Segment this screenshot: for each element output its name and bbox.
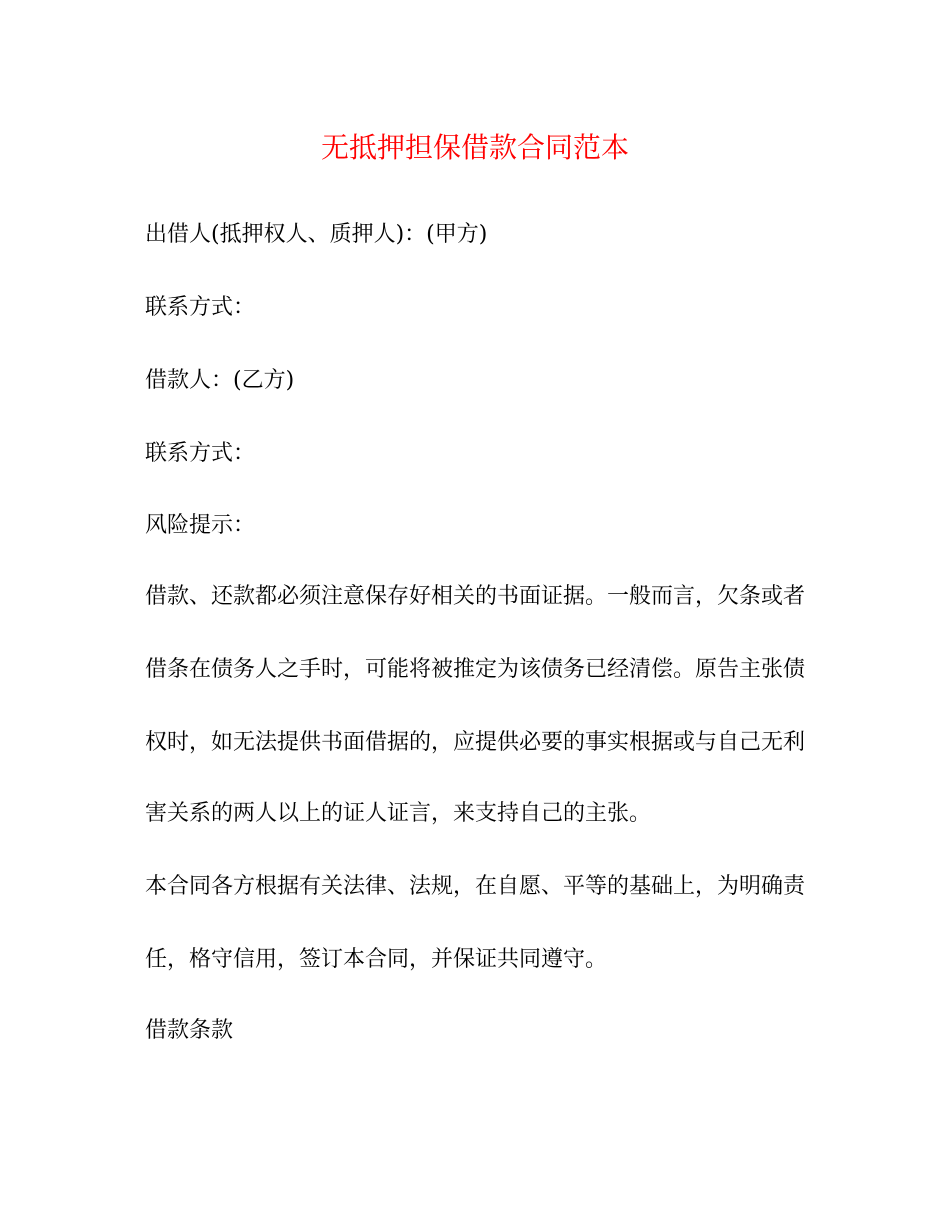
risk-notice-text-line: 害关系的两人以上的证人证言，来支持自己的主张。	[145, 801, 652, 826]
document-title: 无抵押担保借款合同范本	[320, 131, 629, 164]
preamble-text-line: 本合同各方根据有关法律、法规，在自愿、平等的基础上，为明确责	[145, 874, 806, 899]
borrower-contact-line: 联系方式：	[145, 441, 256, 466]
lender-line: 出借人(抵押权人、质押人)：(甲方)	[145, 222, 488, 247]
lender-contact-line: 联系方式：	[145, 295, 256, 320]
risk-notice-text-line: 借条在债务人之手时，可能将被推定为该债务已经清偿。原告主张债	[145, 657, 806, 682]
risk-notice-heading: 风险提示：	[145, 513, 256, 538]
risk-notice-text-line: 借款、还款都必须注意保存好相关的书面证据。一般而言，欠条或者	[145, 584, 806, 609]
risk-notice-text-line: 权时，如无法提供书面借据的，应提供必要的事实根据或与自己无利	[145, 730, 806, 755]
borrower-line: 借款人：(乙方)	[145, 368, 295, 393]
preamble-text-line: 任，格守信用，签订本合同，并保证共同遵守。	[145, 947, 608, 972]
loan-terms-heading: 借款条款	[145, 1018, 234, 1043]
